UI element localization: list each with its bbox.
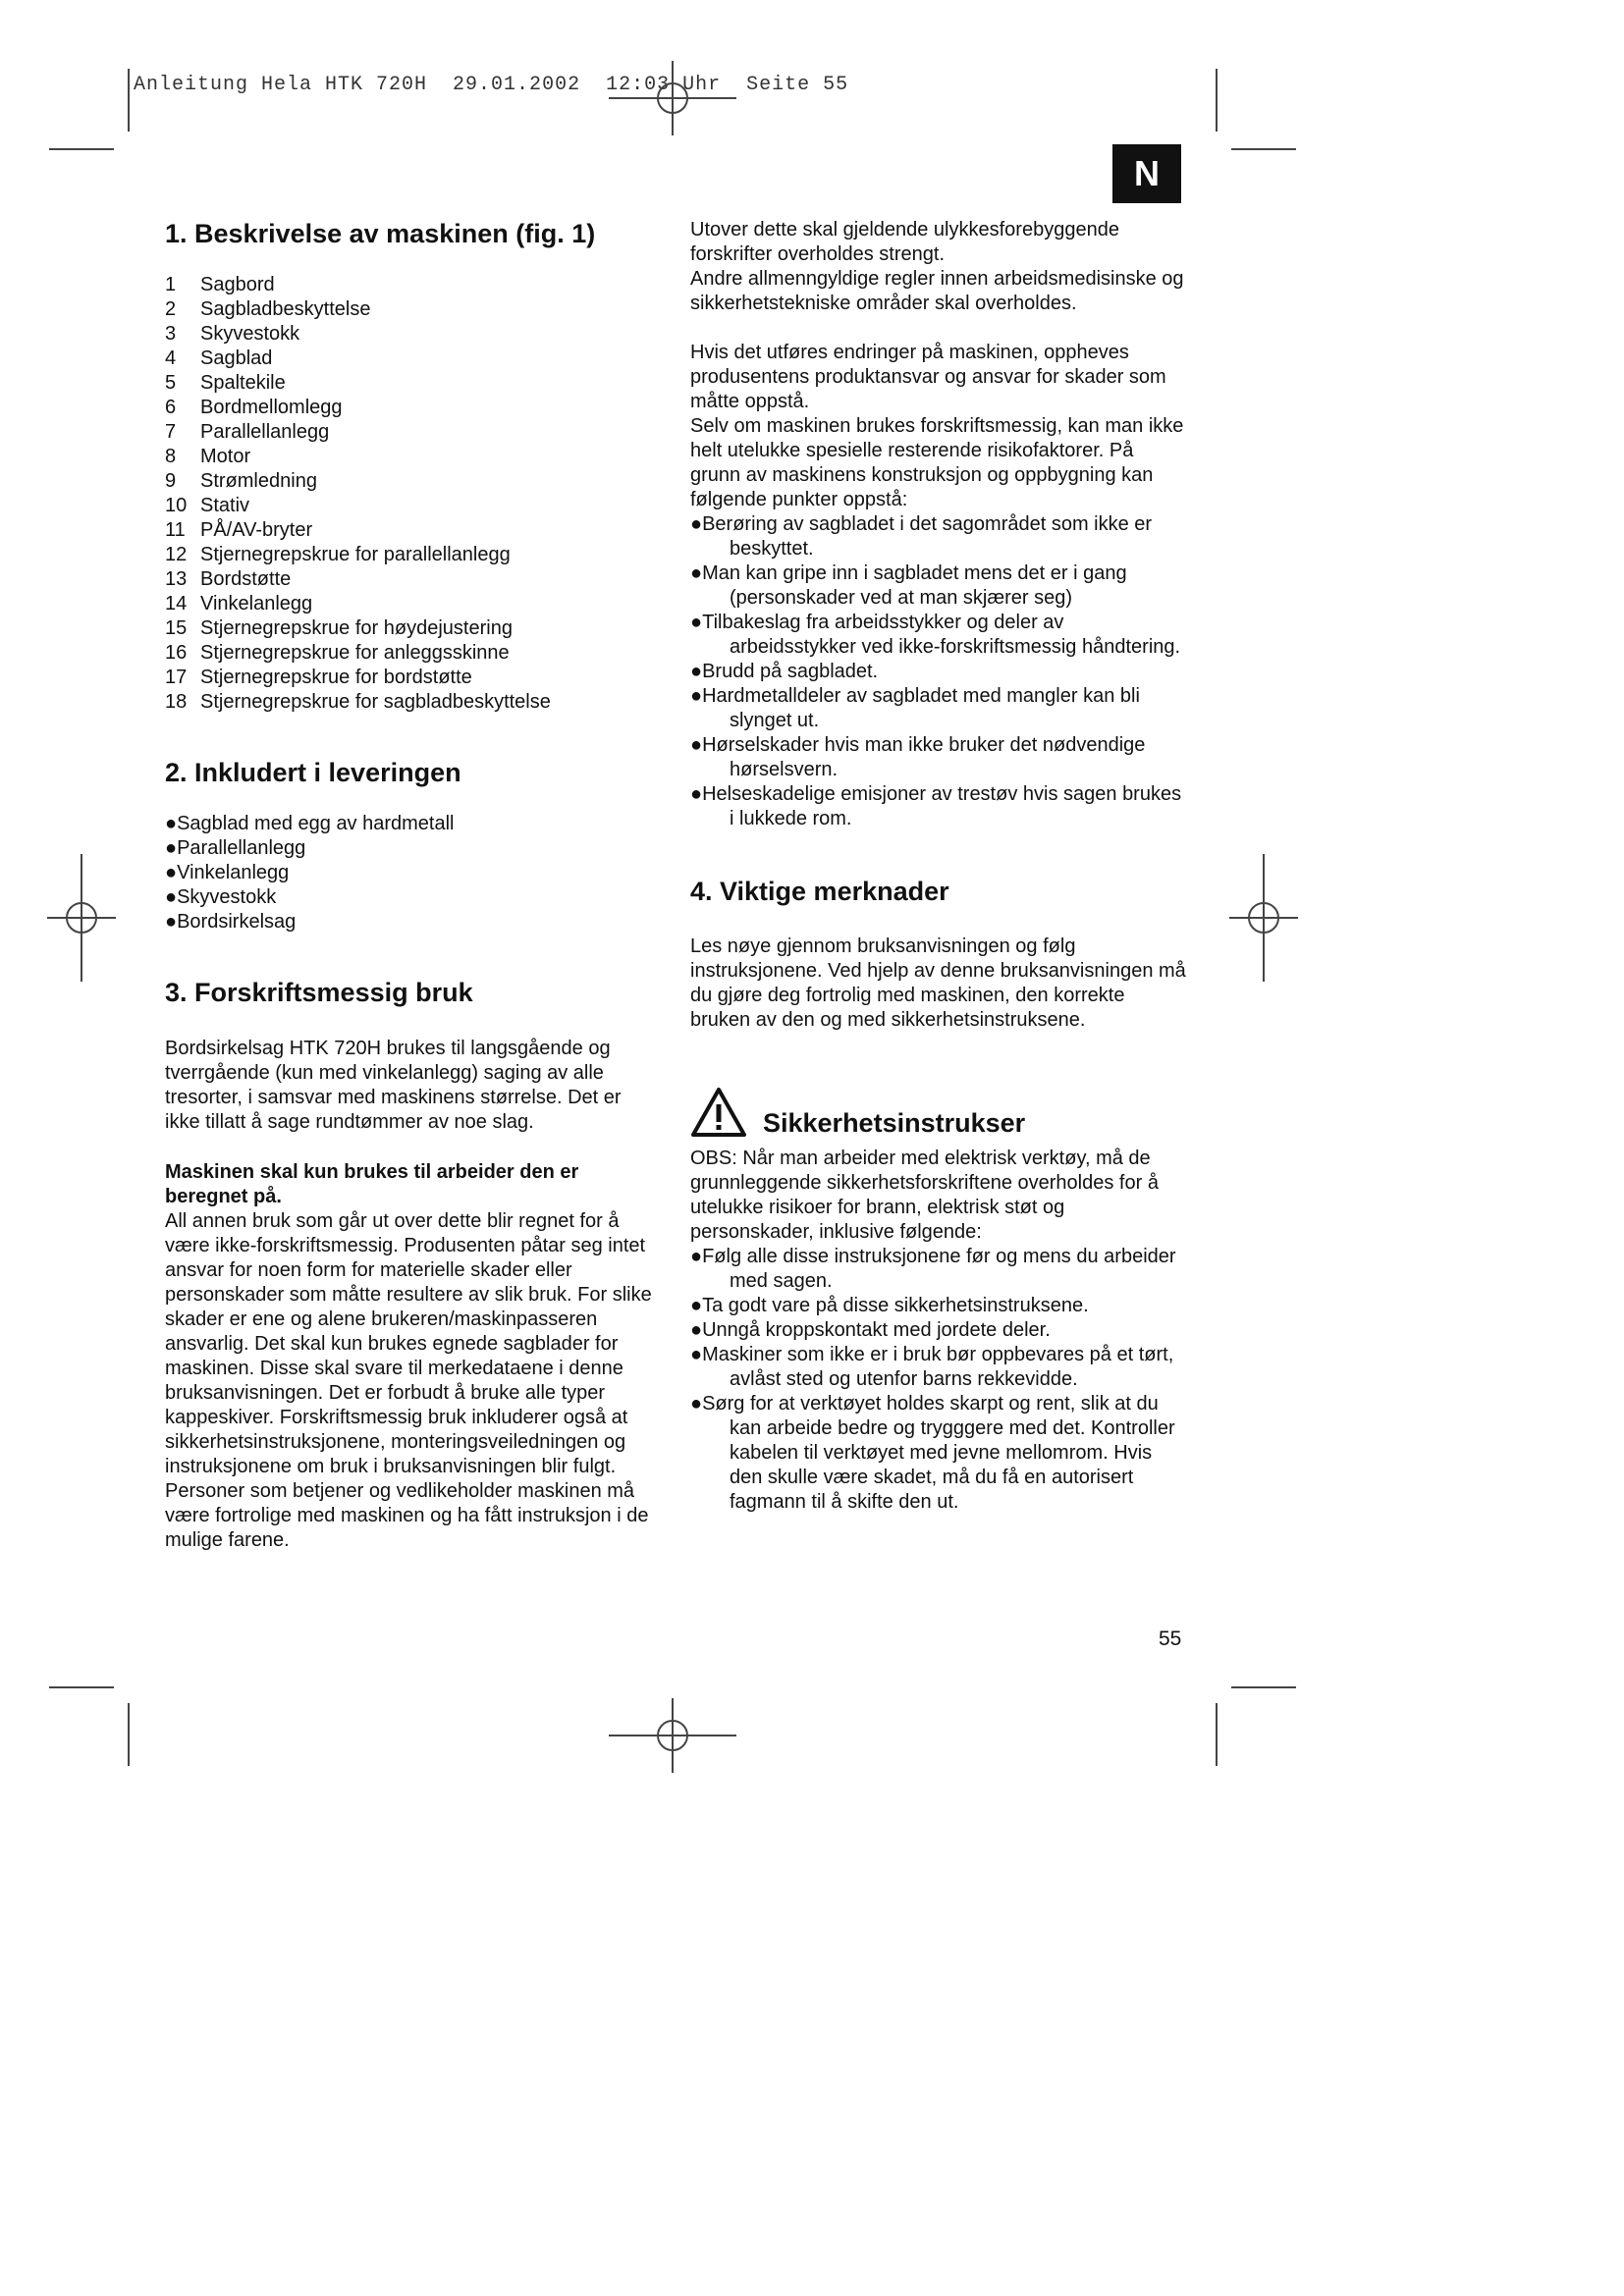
- list-item: 12 Stjernegrepskrue for parallellanlegg: [165, 544, 511, 565]
- list-item: ● Parallellanlegg: [165, 836, 661, 861]
- section-2-title: 2. Inkludert i leveringen: [165, 758, 461, 787]
- list-item: 2 Sagbladbeskyttelse: [165, 298, 371, 320]
- list-item: 5 Spaltekile: [165, 372, 286, 394]
- registration-mark-bottom: [609, 1698, 736, 1773]
- paragraph: Les nøye gjennom bruksanvisningen og følg instruksjonene. Ved hjelp av denne bruksanvisningen må du gjøre deg fortrolig med maskinen, den korrekte bruken av den og med sikkerhetsinstruksene.: [690, 935, 1186, 1031]
- paragraph: Utover dette skal gjeldende ulykkesforebyggende forskrifter overholdes strengt.: [690, 219, 1119, 265]
- delivery-list: [165, 812, 661, 934]
- paragraph: Selv om maskinen brukes forskriftsmessig, kan man ikke helt utelukke spesielle resterende risikofaktorer. På grunn av maskinens konstruksjon og oppbygning kan følgende punkter oppstå:: [690, 415, 1184, 510]
- crop-mark: [1231, 1686, 1296, 1688]
- list-item: 4 Sagblad: [165, 347, 273, 369]
- parts-list: [165, 273, 661, 715]
- left-column: [165, 218, 661, 1553]
- page-number: 55: [1159, 1628, 1182, 1650]
- list-item: 6 Bordmellomlegg: [165, 397, 343, 418]
- crop-mark: [49, 1686, 114, 1688]
- list-item: ● Maskiner som ikke er i bruk bør oppbevares på et tørt, avlåst sted og utenfor barns rekkevidde.: [690, 1343, 1186, 1392]
- list-item: ● Unngå kroppskontakt med jordete deler.: [690, 1318, 1186, 1343]
- crop-mark: [1216, 69, 1218, 132]
- list-item: ● Sørg for at verktøyet holdes skarpt og rent, slik at du kan arbeide bedre og trygggere med det. Kontroller kabelen til verktøyet med jevne mellomrom. Hvis den skulle være skadet, må du få en autorisert fagmann til å skifte den ut.: [690, 1392, 1186, 1515]
- registration-mark-top: [609, 61, 736, 135]
- risk-list: [690, 512, 1186, 831]
- list-item: 7 Parallellanlegg: [165, 421, 330, 443]
- list-item: 14 Vinkelanlegg: [165, 593, 313, 614]
- right-column: [690, 218, 1186, 1515]
- print-slug-header: Anleitung Hela HTK 720H 29.01.2002 12:03 Uhr Seite 55: [134, 74, 849, 96]
- paragraph: OBS: Når man arbeider med elektrisk verktøy, må de grunnleggende sikkerhetsforskriftene overholdes for å utelukke risikoer for brann, elektrisk støt og personskader, inklusive følgende:: [690, 1148, 1159, 1243]
- list-item: 3 Skyvestokk: [165, 323, 300, 345]
- list-item: ● Skyvestokk: [165, 885, 661, 910]
- paragraph: Hvis det utføres endringer på maskinen, oppheves produsentens produktansvar og ansvar for skader som måtte oppstå.: [690, 342, 1166, 412]
- list-item: 16 Stjernegrepskrue for anleggsskinne: [165, 642, 510, 664]
- list-item: ● Hardmetalldeler av sagbladet med mangler kan bli slynget ut.: [690, 684, 1186, 733]
- crop-mark: [128, 69, 130, 132]
- safety-heading: [690, 1086, 1186, 1139]
- list-item: 1 Sagbord: [165, 274, 275, 295]
- safety-list: [690, 1245, 1186, 1515]
- list-item: ● Vinkelanlegg: [165, 861, 661, 885]
- language-tab: N: [1112, 144, 1181, 203]
- list-item: ● Sagblad med egg av hardmetall: [165, 812, 661, 836]
- list-item: 18 Stjernegrepskrue for sagbladbeskyttelse: [165, 691, 551, 713]
- list-item: ● Hørselskader hvis man ikke bruker det nødvendige hørselsvern.: [690, 733, 1186, 782]
- list-item: 15 Stjernegrepskrue for høydejustering: [165, 617, 513, 639]
- list-item: 11 PÅ/AV-bryter: [165, 519, 313, 541]
- list-item: ● Berøring av sagbladet i det sagområdet som ikke er beskyttet.: [690, 512, 1186, 561]
- paragraph: Bordsirkelsag HTK 720H brukes til langsgående og tverrgående (kun med vinkelanlegg) saging av alle tresorter, i samsvar med maskinens størrelse. Det er ikke tillatt å sage rundtømmer av noe slag.: [165, 1038, 622, 1133]
- crop-mark: [1216, 1703, 1218, 1766]
- list-item: ● Helseskadelige emisjoner av trestøv hvis sagen brukes i lukkede rom.: [690, 782, 1186, 831]
- registration-mark-left: [47, 854, 116, 982]
- list-item: ● Ta godt vare på disse sikkerhetsinstruksene.: [690, 1294, 1186, 1318]
- list-item: 10 Stativ: [165, 495, 250, 516]
- section-1-title: 1. Beskrivelse av maskinen (fig. 1): [165, 219, 596, 248]
- list-item: ● Brudd på sagbladet.: [690, 660, 1186, 684]
- section-4-title: 4. Viktige merknader: [690, 877, 949, 906]
- paragraph: Andre allmenngyldige regler innen arbeidsmedisinske og sikkerhetstekniske områder skal overholdes.: [690, 268, 1184, 314]
- list-item: 17 Stjernegrepskrue for bordstøtte: [165, 667, 472, 688]
- registration-mark-right: [1229, 854, 1298, 982]
- list-item: ● Man kan gripe inn i sagbladet mens det er i gang (personskader ved at man skjærer seg): [690, 561, 1186, 611]
- crop-mark: [1231, 148, 1296, 150]
- list-item: ● Følg alle disse instruksjonene før og mens du arbeider med sagen.: [690, 1245, 1186, 1294]
- paragraph: All annen bruk som går ut over dette blir regnet for å være ikke-forskriftsmessig. Produsenten påtar seg intet ansvar for noen form for materielle skader eller personskader som måtte resultere av slik bruk. For slike skader er ene og alene brukeren/maskinpasseren ansvarlig. Det skal kun brukes egnede sagblader for maskinen. Disse skal svare til merkedataene i denne bruksanvisningen. Det er forbudt å bruke alle typer kappeskiver. Forskriftsmessig bruk inkluderer også at sikkerhetsinstruksjonene, monteringsveiledningen og instruksjonene om bruk i bruksanvisningen blir fulgt. Personer som betjener og vedlikeholder maskinen må være fortrolige med maskinen og ha fått instruksjon i de mulige farene.: [165, 1210, 652, 1551]
- safety-title: Sikkerhetsinstrukser: [763, 1108, 1026, 1138]
- list-item: 9 Strømledning: [165, 470, 317, 492]
- list-item: 8 Motor: [165, 446, 251, 467]
- list-item: ● Bordsirkelsag: [165, 910, 661, 934]
- section-3-title: 3. Forskriftsmessig bruk: [165, 978, 473, 1007]
- list-item: 13 Bordstøtte: [165, 568, 292, 590]
- crop-mark: [128, 1703, 130, 1766]
- crop-mark: [49, 148, 114, 150]
- list-item: ● Tilbakeslag fra arbeidsstykker og deler av arbeidsstykker ved ikke-forskriftsmessig håndtering.: [690, 611, 1186, 660]
- warning-triangle-icon: [690, 1087, 747, 1138]
- bold-notice: Maskinen skal kun brukes til arbeider den er beregnet på.: [165, 1161, 579, 1207]
